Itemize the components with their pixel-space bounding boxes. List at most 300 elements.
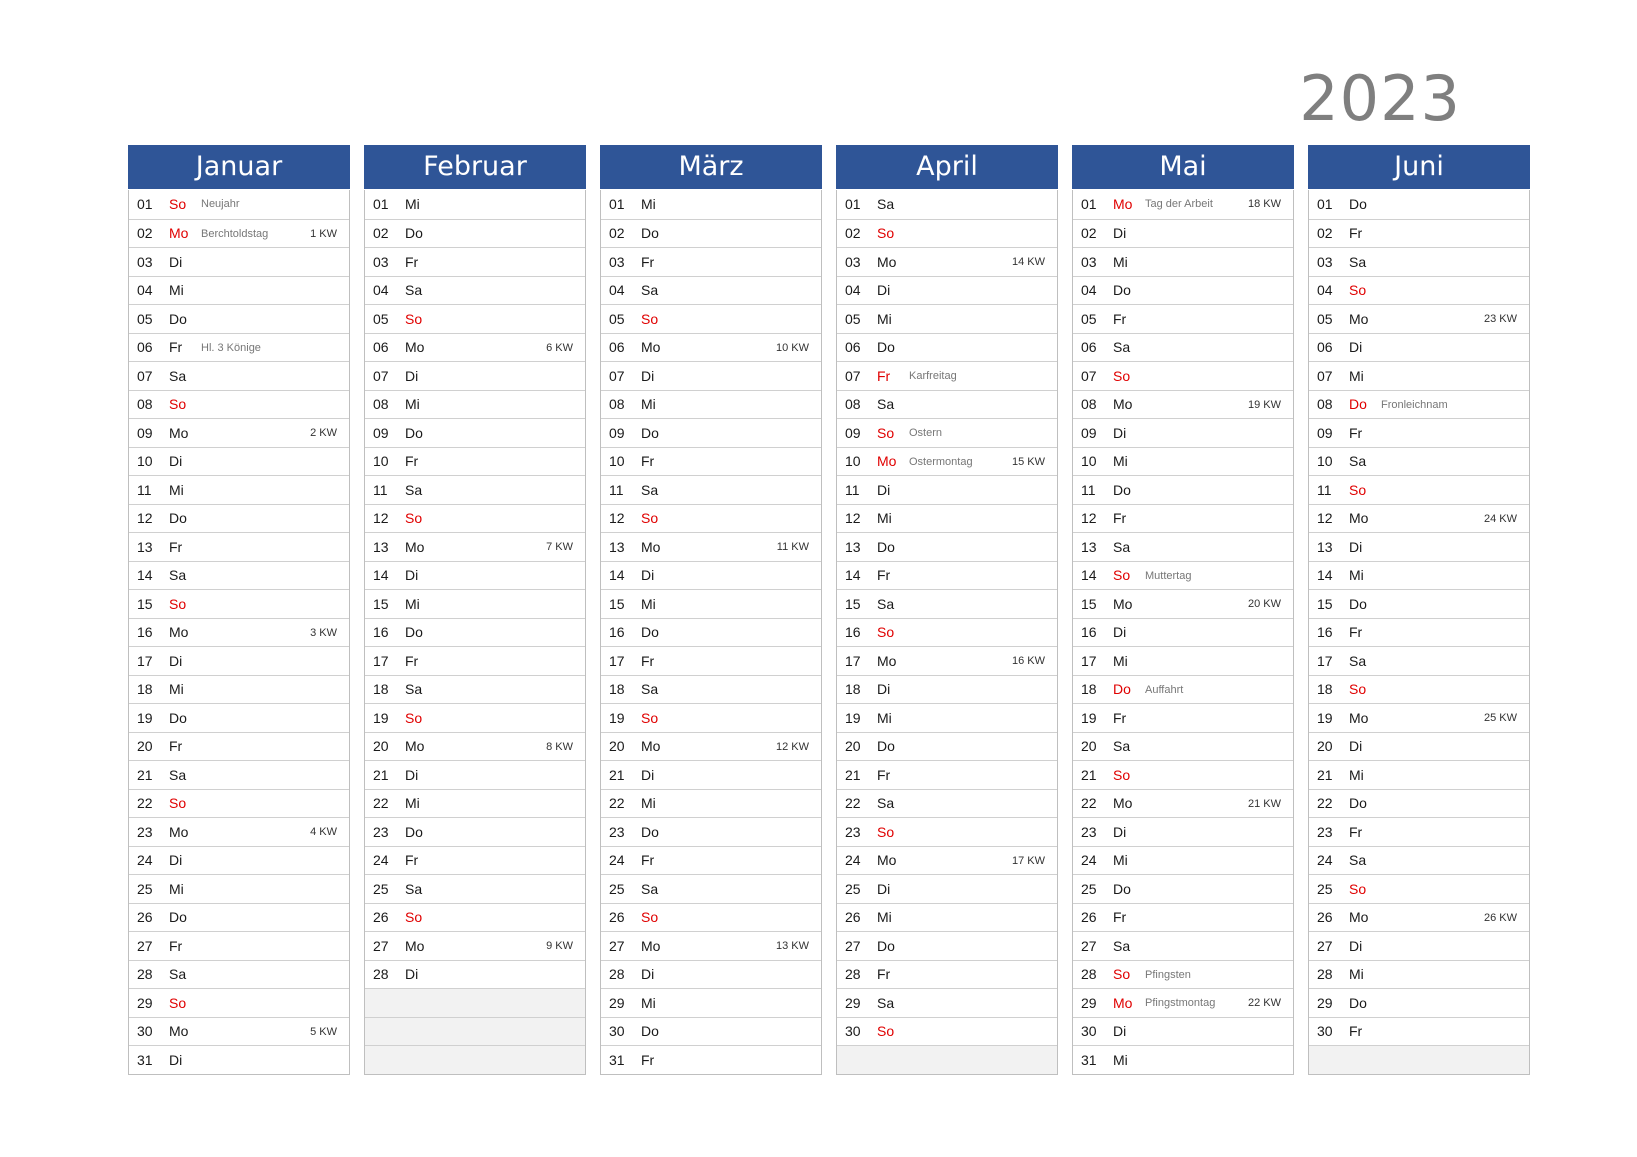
day-number: 30 xyxy=(1081,1023,1097,1040)
months-grid xyxy=(128,145,1530,1075)
day-number: 23 xyxy=(1081,823,1097,840)
day-number: 24 xyxy=(1317,852,1333,869)
weekday: Mi xyxy=(641,196,656,213)
weekday: Di xyxy=(1349,937,1363,954)
weekday: Sa xyxy=(877,795,895,812)
day-row xyxy=(1309,618,1529,647)
weekday: Do xyxy=(405,624,423,641)
day-number: 24 xyxy=(609,852,625,869)
weekday: Mo xyxy=(1349,909,1369,926)
day-number: 31 xyxy=(137,1051,153,1068)
weekday: So xyxy=(641,310,659,327)
weekday: Di xyxy=(169,652,183,669)
day-number: 03 xyxy=(845,253,861,270)
day-row xyxy=(1073,333,1293,362)
day-number: 16 xyxy=(373,624,389,641)
day-row xyxy=(837,532,1057,561)
weekday: Mo xyxy=(877,652,897,669)
weekday: Di xyxy=(1113,1023,1127,1040)
weekday: Di xyxy=(1349,339,1363,356)
day-row xyxy=(365,361,585,390)
weekday: Mi xyxy=(641,595,656,612)
day-list xyxy=(1072,190,1294,1075)
day-number: 20 xyxy=(609,738,625,755)
day-number: 04 xyxy=(609,282,625,299)
week-number: 2 KW xyxy=(310,427,337,439)
day-row xyxy=(1073,361,1293,390)
month-column xyxy=(836,145,1058,1075)
day-number: 06 xyxy=(845,339,861,356)
week-number: 3 KW xyxy=(310,626,337,639)
day-number: 24 xyxy=(373,852,389,869)
weekday: So xyxy=(1349,681,1367,698)
weekday: Mo xyxy=(1349,510,1369,527)
day-row xyxy=(1309,846,1529,875)
day-row xyxy=(365,390,585,419)
day-number: 13 xyxy=(1317,538,1333,555)
day-number: 01 xyxy=(137,196,153,213)
day-row xyxy=(1073,276,1293,305)
day-row xyxy=(365,219,585,248)
weekday: Sa xyxy=(169,567,187,584)
day-row xyxy=(601,561,821,590)
day-number: 29 xyxy=(845,994,861,1011)
weekday: So xyxy=(877,424,895,441)
day-list xyxy=(1308,190,1530,1075)
day-row xyxy=(601,903,821,932)
weekday: Mi xyxy=(877,310,892,327)
weekday: Fr xyxy=(641,652,655,669)
day-number: 18 xyxy=(1081,681,1097,698)
weekday: Mo xyxy=(641,538,661,555)
weekday: Sa xyxy=(641,880,659,897)
day-number: 27 xyxy=(137,937,153,954)
day-row xyxy=(365,304,585,333)
day-list xyxy=(128,190,350,1075)
day-number: 14 xyxy=(137,567,153,584)
day-row xyxy=(1073,561,1293,590)
day-row xyxy=(365,646,585,675)
day-row xyxy=(601,874,821,903)
day-number: 25 xyxy=(609,880,625,897)
day-row xyxy=(1073,304,1293,333)
day-number: 14 xyxy=(1081,567,1097,584)
day-number: 20 xyxy=(1317,738,1333,755)
day-number: 31 xyxy=(609,1051,625,1068)
weekday: Mo xyxy=(1113,795,1133,812)
day-row xyxy=(1073,1017,1293,1046)
day-row xyxy=(129,732,349,761)
day-row xyxy=(837,846,1057,875)
day-number: 06 xyxy=(1317,339,1333,356)
day-row xyxy=(1309,532,1529,561)
weekday: Do xyxy=(1113,282,1131,299)
day-number: 19 xyxy=(845,709,861,726)
day-number: 03 xyxy=(1317,253,1333,270)
weekday: Mi xyxy=(877,709,892,726)
weekday: Mi xyxy=(1113,453,1128,470)
day-number: 18 xyxy=(1317,681,1333,698)
week-number: 25 KW xyxy=(1483,712,1517,724)
day-number: 13 xyxy=(845,538,861,555)
day-number: 27 xyxy=(1081,937,1097,954)
day-list xyxy=(364,190,586,1075)
weekday: Fr xyxy=(1113,909,1127,926)
day-row xyxy=(129,675,349,704)
day-row xyxy=(1073,589,1293,618)
weekday: Sa xyxy=(641,481,659,498)
day-number: 28 xyxy=(845,966,861,983)
day-number: 11 xyxy=(845,481,860,498)
weekday: Fr xyxy=(1349,225,1363,242)
weekday: Do xyxy=(405,424,423,441)
day-number: 02 xyxy=(1317,225,1333,242)
day-number: 22 xyxy=(1317,795,1333,812)
week-number: 17 KW xyxy=(1011,854,1045,867)
weekday: Sa xyxy=(1349,453,1367,470)
day-number: 01 xyxy=(373,196,389,213)
day-row xyxy=(837,732,1057,761)
week-number: 20 KW xyxy=(1247,598,1281,610)
day-number: 15 xyxy=(1317,595,1333,612)
day-row xyxy=(601,390,821,419)
day-number: 14 xyxy=(609,567,625,584)
day-number: 14 xyxy=(845,567,861,584)
day-number: 04 xyxy=(845,282,861,299)
day-row xyxy=(365,874,585,903)
day-number: 03 xyxy=(1081,253,1097,270)
day-row xyxy=(1309,874,1529,903)
day-number: 16 xyxy=(609,624,625,641)
day-row xyxy=(365,760,585,789)
day-number: 01 xyxy=(1317,196,1333,213)
day-number: 15 xyxy=(609,595,625,612)
day-number: 15 xyxy=(373,595,389,612)
day-number: 25 xyxy=(137,880,153,897)
weekday: Do xyxy=(877,738,895,755)
weekday: Di xyxy=(405,567,419,584)
weekday: Sa xyxy=(1113,937,1131,954)
day-row xyxy=(837,361,1057,390)
weekday: Fr xyxy=(169,538,183,555)
weekday: Fr xyxy=(641,253,655,270)
day-row xyxy=(365,190,585,219)
day-number: 08 xyxy=(1081,396,1097,413)
day-number: 09 xyxy=(1081,424,1097,441)
day-number: 13 xyxy=(137,538,153,555)
month-header: Januar xyxy=(128,145,350,189)
day-list xyxy=(600,190,822,1075)
day-number: 12 xyxy=(1317,510,1333,527)
day-number: 11 xyxy=(1317,481,1332,498)
day-row xyxy=(1073,247,1293,276)
month-column xyxy=(128,145,350,1075)
day-row xyxy=(365,618,585,647)
weekday: Sa xyxy=(1349,253,1367,270)
day-number: 08 xyxy=(609,396,625,413)
week-number: 19 KW xyxy=(1247,398,1281,411)
month-header: Juni xyxy=(1308,145,1530,189)
weekday: Do xyxy=(877,538,895,555)
weekday: So xyxy=(1349,880,1367,897)
weekday: Mo xyxy=(1349,310,1369,327)
weekday: So xyxy=(405,909,423,926)
day-row xyxy=(365,903,585,932)
day-row xyxy=(601,219,821,248)
weekday: Fr xyxy=(1113,709,1127,726)
day-row xyxy=(601,504,821,533)
day-row xyxy=(837,931,1057,960)
day-number: 27 xyxy=(609,937,625,954)
day-row xyxy=(1309,817,1529,846)
day-number: 24 xyxy=(845,852,861,869)
day-number: 25 xyxy=(373,880,389,897)
weekday: Fr xyxy=(405,652,419,669)
day-number: 20 xyxy=(373,738,389,755)
day-row xyxy=(365,817,585,846)
weekday: Fr xyxy=(169,738,183,755)
day-row xyxy=(601,333,821,362)
day-number: 07 xyxy=(1317,367,1333,384)
day-row xyxy=(129,760,349,789)
weekday: Sa xyxy=(877,396,895,413)
day-number: 27 xyxy=(1317,937,1333,954)
day-number: 18 xyxy=(845,681,861,698)
day-row xyxy=(1309,304,1529,333)
day-number: 10 xyxy=(137,453,153,470)
day-row xyxy=(837,418,1057,447)
weekday: Sa xyxy=(1113,538,1131,555)
holiday-label: Pfingstmontag xyxy=(1145,997,1216,1009)
day-row xyxy=(1309,903,1529,932)
day-number: 15 xyxy=(845,595,861,612)
day-row xyxy=(837,618,1057,647)
weekday: Di xyxy=(641,367,655,384)
holiday-label: Muttertag xyxy=(1145,569,1192,582)
weekday: Do xyxy=(1113,880,1131,897)
day-row xyxy=(129,789,349,818)
day-number: 30 xyxy=(845,1023,861,1040)
day-number: 15 xyxy=(1081,595,1097,612)
day-number: 10 xyxy=(845,453,861,470)
week-number: 13 KW xyxy=(775,940,809,952)
weekday: Mi xyxy=(1113,1051,1128,1068)
day-row xyxy=(1073,190,1293,219)
day-row xyxy=(1309,219,1529,248)
week-number: 14 KW xyxy=(1011,256,1045,268)
day-number: 03 xyxy=(373,253,389,270)
empty-day-row xyxy=(365,1017,585,1046)
day-row xyxy=(601,1045,821,1074)
day-row xyxy=(601,361,821,390)
day-number: 07 xyxy=(609,367,625,384)
weekday: So xyxy=(405,709,423,726)
day-row xyxy=(365,418,585,447)
day-number: 09 xyxy=(137,424,153,441)
day-row xyxy=(837,333,1057,362)
day-row xyxy=(1309,960,1529,989)
day-number: 26 xyxy=(137,909,153,926)
weekday: Mo xyxy=(169,225,189,242)
day-row xyxy=(365,846,585,875)
weekday: So xyxy=(641,709,659,726)
week-number: 16 KW xyxy=(1011,655,1045,667)
day-row xyxy=(601,276,821,305)
day-number: 11 xyxy=(373,481,388,498)
weekday: Sa xyxy=(877,196,895,213)
day-row xyxy=(129,874,349,903)
week-number: 6 KW xyxy=(546,341,573,354)
weekday: Do xyxy=(641,424,659,441)
day-row xyxy=(1309,1017,1529,1046)
day-number: 17 xyxy=(1081,652,1097,669)
weekday: So xyxy=(169,795,187,812)
day-row xyxy=(1309,247,1529,276)
day-number: 02 xyxy=(609,225,625,242)
weekday: Do xyxy=(1113,681,1131,698)
day-number: 09 xyxy=(373,424,389,441)
month-column xyxy=(1308,145,1530,1075)
holiday-label: Neujahr xyxy=(201,198,240,210)
day-number: 22 xyxy=(845,795,861,812)
day-number: 14 xyxy=(1317,567,1333,584)
day-number: 21 xyxy=(137,766,153,783)
day-row xyxy=(1309,589,1529,618)
weekday: Mo xyxy=(405,738,425,755)
day-number: 09 xyxy=(609,424,625,441)
day-number: 19 xyxy=(609,709,625,726)
day-number: 08 xyxy=(137,396,153,413)
day-number: 30 xyxy=(137,1023,153,1040)
day-row xyxy=(1073,675,1293,704)
day-row xyxy=(1073,418,1293,447)
day-row xyxy=(1309,276,1529,305)
day-number: 04 xyxy=(1317,282,1333,299)
day-number: 07 xyxy=(845,367,861,384)
weekday: Di xyxy=(1349,538,1363,555)
day-row xyxy=(837,190,1057,219)
weekday: Do xyxy=(405,823,423,840)
week-number: 24 KW xyxy=(1483,512,1517,525)
day-number: 28 xyxy=(1081,966,1097,983)
weekday: So xyxy=(169,595,187,612)
weekday: Sa xyxy=(641,282,659,299)
weekday: So xyxy=(641,510,659,527)
weekday: Mi xyxy=(877,510,892,527)
week-number: 21 KW xyxy=(1247,797,1281,810)
weekday: Di xyxy=(641,567,655,584)
day-row xyxy=(129,846,349,875)
weekday: Mi xyxy=(641,396,656,413)
day-row xyxy=(1309,418,1529,447)
day-number: 04 xyxy=(137,282,153,299)
day-number: 26 xyxy=(609,909,625,926)
holiday-label: Auffahrt xyxy=(1145,683,1184,696)
weekday: Di xyxy=(1113,624,1127,641)
holiday-label: Fronleichnam xyxy=(1381,398,1448,411)
holiday-label: Berchtoldstag xyxy=(201,227,269,240)
day-row xyxy=(837,219,1057,248)
week-number: 9 KW xyxy=(546,940,573,952)
weekday: Di xyxy=(641,966,655,983)
day-row xyxy=(129,817,349,846)
weekday: Fr xyxy=(1349,823,1363,840)
day-number: 07 xyxy=(1081,367,1097,384)
day-number: 12 xyxy=(373,510,389,527)
day-number: 16 xyxy=(845,624,861,641)
weekday: Do xyxy=(641,624,659,641)
weekday: Mi xyxy=(1349,367,1364,384)
day-row xyxy=(1073,703,1293,732)
day-row xyxy=(1073,532,1293,561)
day-number: 12 xyxy=(1081,510,1097,527)
day-number: 16 xyxy=(137,624,153,641)
weekday: Mo xyxy=(405,937,425,954)
weekday: Mo xyxy=(405,339,425,356)
weekday: Mi xyxy=(169,681,184,698)
weekday: Mi xyxy=(169,481,184,498)
weekday: Mi xyxy=(405,795,420,812)
month-column xyxy=(600,145,822,1075)
weekday: Mi xyxy=(1349,766,1364,783)
weekday: So xyxy=(169,396,187,413)
weekday: Di xyxy=(1349,738,1363,755)
week-number: 8 KW xyxy=(546,740,573,753)
weekday: Sa xyxy=(1113,339,1131,356)
day-number: 05 xyxy=(609,310,625,327)
day-number: 05 xyxy=(845,310,861,327)
weekday: Fr xyxy=(405,852,419,869)
day-row xyxy=(1309,675,1529,704)
weekday: Do xyxy=(1349,595,1367,612)
weekday: Sa xyxy=(877,595,895,612)
weekday: Do xyxy=(169,909,187,926)
day-number: 09 xyxy=(1317,424,1333,441)
weekday: So xyxy=(877,1023,895,1040)
weekday: So xyxy=(1349,282,1367,299)
day-row xyxy=(129,333,349,362)
day-number: 22 xyxy=(1081,795,1097,812)
empty-day-row xyxy=(837,1045,1057,1074)
day-row xyxy=(601,789,821,818)
day-row xyxy=(837,760,1057,789)
day-row xyxy=(1073,646,1293,675)
day-number: 17 xyxy=(373,652,389,669)
week-number: 12 KW xyxy=(775,740,809,753)
day-number: 10 xyxy=(1081,453,1097,470)
day-row xyxy=(601,190,821,219)
day-number: 01 xyxy=(845,196,861,213)
day-row xyxy=(1309,988,1529,1017)
day-number: 06 xyxy=(609,339,625,356)
day-row xyxy=(601,760,821,789)
day-row xyxy=(1073,732,1293,761)
day-row xyxy=(129,903,349,932)
day-number: 21 xyxy=(1081,766,1097,783)
day-number: 05 xyxy=(137,310,153,327)
weekday: Mo xyxy=(1113,595,1133,612)
day-number: 08 xyxy=(845,396,861,413)
day-row xyxy=(601,589,821,618)
day-row xyxy=(837,1017,1057,1046)
day-row xyxy=(365,732,585,761)
day-row xyxy=(1073,390,1293,419)
day-list xyxy=(836,190,1058,1075)
day-row xyxy=(837,646,1057,675)
weekday: Mi xyxy=(1113,852,1128,869)
day-row xyxy=(1309,789,1529,818)
day-row xyxy=(1073,618,1293,647)
